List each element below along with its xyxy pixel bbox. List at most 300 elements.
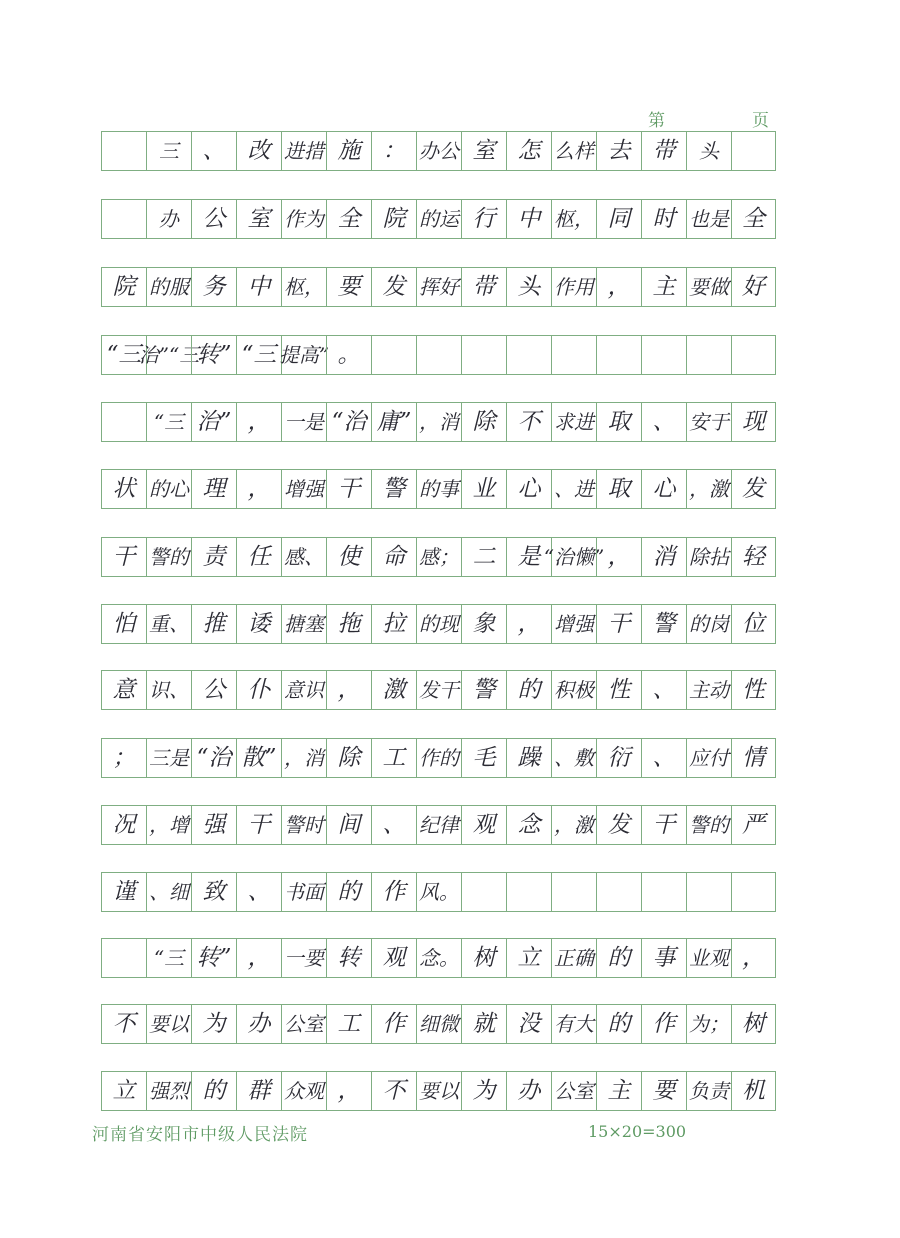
handwritten-char: 用 <box>574 275 594 299</box>
grid-cell <box>461 469 506 509</box>
handwritten-char: 。 <box>439 880 459 904</box>
grid-cell <box>686 537 731 577</box>
handwritten-char: 中 <box>517 205 541 232</box>
handwritten-char: 纪 <box>419 813 439 837</box>
handwritten-char: 正 <box>554 946 574 970</box>
grid-cell <box>326 402 371 442</box>
grid-cell <box>506 469 551 509</box>
handwritten-char: 感 <box>284 545 304 569</box>
grid-cell <box>461 738 506 778</box>
grid-cell <box>138 335 200 375</box>
grid-cell <box>101 805 146 845</box>
handwritten-char: “三 <box>153 410 185 434</box>
handwritten-char: 确 <box>574 946 594 970</box>
handwritten-char: 除 <box>337 744 361 771</box>
handwritten-char: 律 <box>439 813 459 837</box>
handwritten-char: 公 <box>202 676 226 703</box>
grid-cell <box>101 1004 146 1044</box>
handwritten-char: 责 <box>709 1079 729 1103</box>
grid-cell <box>461 938 506 978</box>
handwritten-char: 服 <box>169 275 189 299</box>
grid-cell <box>551 805 596 845</box>
handwritten-char: 转 <box>337 944 361 971</box>
handwritten-char: 中 <box>247 273 271 300</box>
grid-row <box>101 1004 776 1044</box>
handwritten-char: ， <box>574 207 594 231</box>
handwritten-char: 激 <box>382 676 406 703</box>
handwritten-char: 、 <box>554 746 574 770</box>
grid-cell <box>281 131 326 171</box>
grid-cell <box>281 267 326 307</box>
grid-cell <box>371 738 416 778</box>
handwritten-char: 发 <box>419 678 439 702</box>
handwritten-char: 公 <box>554 1079 574 1103</box>
grid-cell <box>506 1071 551 1111</box>
grid-cell <box>326 131 371 171</box>
grid-cell <box>641 872 686 912</box>
handwritten-char: 群 <box>247 1077 271 1104</box>
handwritten-char: 敷 <box>574 746 594 770</box>
grid-cell <box>551 335 596 375</box>
handwritten-char: “三 <box>169 343 200 367</box>
handwritten-char: 拖 <box>337 610 361 637</box>
handwritten-char: 是 <box>304 410 324 434</box>
handwritten-char: ， <box>247 944 271 971</box>
handwritten-char: 公 <box>202 205 226 232</box>
grid-cell <box>416 537 461 577</box>
grid-cell <box>101 1071 146 1111</box>
handwritten-char: ； <box>709 1012 729 1036</box>
handwritten-char: 况 <box>112 811 136 838</box>
grid-cell <box>641 335 686 375</box>
handwritten-char: 强 <box>304 477 324 501</box>
grid-cell <box>731 335 776 375</box>
handwritten-char: 全 <box>742 205 765 232</box>
handwritten-char: 作 <box>419 746 439 770</box>
handwritten-char: 。 <box>337 341 361 368</box>
grid-cell <box>236 805 281 845</box>
handwritten-char: 的 <box>337 878 361 905</box>
handwritten-char: 感 <box>419 545 439 569</box>
handwritten-char: 有 <box>554 1012 574 1036</box>
grid-cell <box>551 938 596 978</box>
handwritten-char: 烈 <box>169 1079 189 1103</box>
handwritten-char: 院 <box>112 273 136 300</box>
handwritten-char: 识 <box>304 678 324 702</box>
handwritten-char: 时 <box>304 813 324 837</box>
handwritten-char: 办 <box>517 1077 541 1104</box>
handwritten-char: 致 <box>202 878 226 905</box>
handwritten-char: 干 <box>112 543 136 570</box>
handwritten-char: 、 <box>169 612 189 636</box>
grid-cell <box>461 131 506 171</box>
grid-cell <box>326 199 371 239</box>
handwritten-char: 挥 <box>419 275 439 299</box>
grid-cell <box>326 805 371 845</box>
handwritten-char: 强 <box>574 612 594 636</box>
handwritten-char: ， <box>149 813 169 837</box>
grid-cell <box>543 537 605 577</box>
grid-cell <box>461 872 506 912</box>
handwritten-char: 办 <box>247 1010 271 1037</box>
grid-cell <box>686 199 731 239</box>
grid-cell <box>326 872 371 912</box>
grid-cell <box>191 537 236 577</box>
grid-cell <box>731 469 776 509</box>
grid-cell <box>416 738 461 778</box>
handwritten-char: 重 <box>149 612 169 636</box>
grid-cell <box>641 131 686 171</box>
grid-cell <box>641 670 686 710</box>
handwritten-char: 现 <box>439 612 459 636</box>
grid-cell <box>731 805 776 845</box>
handwritten-char: 干 <box>439 678 459 702</box>
handwritten-char: 工 <box>337 1010 361 1037</box>
grid-cell <box>596 604 641 644</box>
grid-row <box>101 537 776 577</box>
grid-cell <box>281 199 326 239</box>
grid-cell <box>731 670 776 710</box>
handwritten-char: 要 <box>652 1077 676 1104</box>
handwritten-char: 塞 <box>304 612 324 636</box>
handwritten-char: 主 <box>689 678 709 702</box>
grid-cell <box>416 1071 461 1111</box>
grid-cell <box>461 199 506 239</box>
grid-cell <box>371 1004 416 1044</box>
grid-cell <box>416 199 461 239</box>
handwritten-char: 发 <box>742 475 765 502</box>
handwritten-char: 做 <box>709 275 729 299</box>
handwritten-char: 为 <box>304 207 324 231</box>
handwritten-char: 拈 <box>709 545 729 569</box>
handwritten-char: 样 <box>574 139 594 163</box>
handwritten-char: 以 <box>439 1079 459 1103</box>
handwritten-char: 立 <box>517 944 541 971</box>
grid-cell <box>191 1004 236 1044</box>
handwritten-char: 、 <box>652 408 676 435</box>
grid-cell <box>101 872 146 912</box>
grid-cell <box>146 1004 191 1044</box>
handwritten-char: “治 <box>543 545 574 569</box>
handwritten-char: 书 <box>284 880 304 904</box>
handwritten-char: 的 <box>607 1010 631 1037</box>
handwritten-char: 情 <box>742 744 765 771</box>
handwritten-char: ， <box>247 408 271 435</box>
handwritten-char: 岗 <box>709 612 729 636</box>
handwritten-char: 提 <box>278 343 299 367</box>
handwritten-char: 意 <box>284 678 304 702</box>
handwritten-char: 院 <box>382 205 406 232</box>
handwritten-char: 识 <box>149 678 169 702</box>
grid-cell <box>641 1004 686 1044</box>
grid-cell <box>461 335 506 375</box>
handwritten-char: 、 <box>554 477 574 501</box>
handwritten-char: 二 <box>472 543 496 570</box>
handwritten-char: 枢 <box>284 275 304 299</box>
grid-cell <box>101 469 146 509</box>
handwritten-char: 观 <box>382 944 406 971</box>
handwritten-char: “三 <box>153 946 185 970</box>
grid-cell <box>596 1004 641 1044</box>
grid-cell <box>416 938 461 978</box>
grid-cell <box>191 670 236 710</box>
handwritten-char: 公 <box>284 1012 304 1036</box>
handwritten-char: 行 <box>472 205 496 232</box>
handwritten-char: 庸” <box>376 408 412 435</box>
grid-cell <box>731 604 776 644</box>
grid-cell <box>461 604 506 644</box>
handwritten-char: ， <box>742 944 765 971</box>
handwritten-char: 务 <box>202 273 226 300</box>
page-label-prefix: 第 <box>648 111 665 131</box>
handwritten-char: 办 <box>419 139 439 163</box>
handwritten-char: ， <box>517 610 541 637</box>
handwritten-char: 轻 <box>742 543 765 570</box>
grid-cell <box>371 402 416 442</box>
grid-cell <box>461 267 506 307</box>
handwritten-char: 怕 <box>112 610 136 637</box>
handwritten-char: 发 <box>607 811 631 838</box>
handwritten-char: “治 <box>196 744 232 771</box>
handwritten-char: 进 <box>574 477 594 501</box>
grid-cell <box>461 670 506 710</box>
handwritten-char: 运 <box>439 207 459 231</box>
grid-cell <box>416 335 461 375</box>
handwritten-char: 诿 <box>247 610 271 637</box>
grid-row <box>101 267 776 307</box>
grid-cell <box>641 805 686 845</box>
grid-cell <box>236 1004 281 1044</box>
handwritten-char: 使 <box>337 543 361 570</box>
handwritten-char: 三 <box>149 746 169 770</box>
handwritten-char: 心 <box>517 475 541 502</box>
grid-cell <box>461 402 506 442</box>
handwritten-char: 安 <box>689 410 709 434</box>
grid-cell <box>506 335 551 375</box>
handwritten-char: 性 <box>742 676 765 703</box>
handwritten-char: 要 <box>419 1079 439 1103</box>
handwritten-char: 没 <box>517 1010 541 1037</box>
handwritten-char: 转” <box>196 944 232 971</box>
handwritten-char: 是 <box>169 746 189 770</box>
grid-cell <box>146 604 191 644</box>
handwritten-char: 带 <box>652 137 676 164</box>
grid-cell <box>731 938 776 978</box>
handwritten-char: 强 <box>202 811 226 838</box>
handwritten-char: ； <box>439 545 459 569</box>
grid-cell <box>686 1004 731 1044</box>
grid-cell <box>641 267 686 307</box>
handwritten-char: 三 <box>159 139 179 163</box>
handwritten-char: 要 <box>149 1012 169 1036</box>
grid-cell <box>146 805 191 845</box>
grid-row <box>101 738 776 778</box>
handwritten-char: 作 <box>652 1010 676 1037</box>
grid-cell <box>731 131 776 171</box>
grid-cell <box>686 131 731 171</box>
grid-cell <box>371 199 416 239</box>
grid-cell <box>281 738 326 778</box>
handwritten-char: 干 <box>652 811 676 838</box>
grid-cell <box>326 670 371 710</box>
grid-cell <box>551 872 596 912</box>
grid-cell <box>641 199 686 239</box>
handwritten-char: 象 <box>472 610 496 637</box>
handwritten-char: 念 <box>419 946 439 970</box>
handwritten-char: 树 <box>742 1010 765 1037</box>
grid-cell <box>506 131 551 171</box>
grid-cell <box>596 267 641 307</box>
handwritten-char: 业 <box>689 946 709 970</box>
handwritten-char: 心 <box>169 477 189 501</box>
handwritten-char: 立 <box>112 1077 136 1104</box>
grid-cell <box>191 872 236 912</box>
handwritten-char: 的 <box>517 676 541 703</box>
grid-cell <box>326 1071 371 1111</box>
handwritten-char: 头 <box>517 273 541 300</box>
handwritten-char: 机 <box>742 1077 765 1104</box>
handwritten-char: 为 <box>689 1012 709 1036</box>
handwritten-char: 推 <box>202 610 226 637</box>
grid-row <box>101 938 776 978</box>
grid-cell <box>596 738 641 778</box>
handwritten-char: 、 <box>169 678 189 702</box>
handwritten-char: 、 <box>304 545 324 569</box>
handwritten-char: 的 <box>709 813 729 837</box>
handwritten-char: 微 <box>439 1012 459 1036</box>
grid-cell <box>686 738 731 778</box>
grid-cell <box>641 938 686 978</box>
handwritten-char: 众 <box>284 1079 304 1103</box>
grid-cell <box>281 469 326 509</box>
handwritten-char: 面 <box>304 880 324 904</box>
grid-cell <box>146 1071 191 1111</box>
grid-cell <box>326 335 371 375</box>
grid-cell <box>596 537 641 577</box>
handwritten-char: 观 <box>472 811 496 838</box>
grid-cell <box>551 1071 596 1111</box>
grid-cell <box>281 402 326 442</box>
grid-cell <box>281 872 326 912</box>
handwritten-char: 警 <box>472 676 496 703</box>
handwritten-char: 念 <box>517 811 541 838</box>
handwritten-char: 业 <box>472 475 496 502</box>
handwritten-char: ： <box>382 137 406 164</box>
grid-cell <box>191 469 236 509</box>
grid-cell <box>101 670 146 710</box>
handwritten-char: 怎 <box>517 137 541 164</box>
grid-cell <box>686 604 731 644</box>
handwritten-char: 施 <box>337 137 361 164</box>
grid-cell <box>686 1071 731 1111</box>
grid-cell <box>686 335 731 375</box>
grid-cell <box>596 335 641 375</box>
handwritten-char: 观 <box>709 946 729 970</box>
handwritten-char: 增 <box>169 813 189 837</box>
handwritten-char: 的 <box>202 1077 226 1104</box>
grid-cell <box>146 738 191 778</box>
handwritten-char: 搪 <box>284 612 304 636</box>
page-label-suffix: 页 <box>752 111 769 131</box>
grid-cell <box>416 402 461 442</box>
grid-cell <box>641 402 686 442</box>
grid-cell <box>731 402 776 442</box>
handwritten-char: 增 <box>284 477 304 501</box>
handwritten-char: 毛 <box>472 744 496 771</box>
grid-cell <box>371 1071 416 1111</box>
grid-cell <box>236 738 281 778</box>
handwritten-char: 意 <box>112 676 136 703</box>
handwritten-char: 的 <box>149 275 169 299</box>
handwritten-char: 是 <box>517 543 541 570</box>
grid-row <box>101 1071 776 1111</box>
handwritten-char: 强 <box>149 1079 169 1103</box>
footer-organization: 河南省安阳市中级人民法院 <box>92 1125 308 1145</box>
handwritten-char: 作 <box>284 207 304 231</box>
handwritten-char: 头 <box>699 139 719 163</box>
handwritten-char: 除 <box>689 545 709 569</box>
grid-cell <box>551 469 596 509</box>
grid-cell <box>236 604 281 644</box>
grid-cell <box>281 1071 326 1111</box>
grid-cell <box>236 938 281 978</box>
grid-cell <box>326 469 371 509</box>
handwritten-char: 、 <box>149 880 169 904</box>
handwritten-char: 事 <box>652 944 676 971</box>
grid-cell <box>686 402 731 442</box>
handwritten-char: 室 <box>472 137 496 164</box>
handwritten-char: 干 <box>247 811 271 838</box>
handwritten-char: 取 <box>607 475 631 502</box>
handwritten-char: 治” <box>138 343 169 367</box>
handwritten-char: 的 <box>607 944 631 971</box>
handwritten-char: 细 <box>419 1012 439 1036</box>
grid-cell <box>731 537 776 577</box>
grid-cell <box>371 537 416 577</box>
footer-grid-spec: 15×20=300 <box>588 1122 687 1141</box>
grid-cell <box>191 131 236 171</box>
grid-cell <box>686 872 731 912</box>
handwritten-char: 任 <box>247 543 271 570</box>
handwritten-char: 消 <box>304 746 324 770</box>
handwritten-char: 细 <box>169 880 189 904</box>
grid-cell <box>326 537 371 577</box>
handwritten-char: 躁 <box>517 744 541 771</box>
handwritten-char: 。 <box>439 946 459 970</box>
handwritten-char: 枢 <box>554 207 574 231</box>
handwritten-char: 为 <box>472 1077 496 1104</box>
handwritten-char: 消 <box>439 410 459 434</box>
grid-cell <box>551 738 596 778</box>
grid-cell <box>191 199 236 239</box>
handwritten-char: 警 <box>284 813 304 837</box>
grid-cell <box>416 1004 461 1044</box>
grid-cell <box>101 738 146 778</box>
handwritten-char: 除 <box>472 408 496 435</box>
handwritten-char: 是 <box>709 207 729 231</box>
handwritten-char: 以 <box>169 1012 189 1036</box>
grid-row <box>101 469 776 509</box>
grid-cell <box>101 402 146 442</box>
handwritten-char: 带 <box>472 273 496 300</box>
grid-row <box>101 402 776 442</box>
handwritten-char: 作 <box>554 275 574 299</box>
handwritten-char: 改 <box>247 137 271 164</box>
grid-row <box>101 604 776 644</box>
grid-cell <box>101 604 146 644</box>
handwritten-char: ， <box>304 275 324 299</box>
handwritten-char: 主 <box>652 273 676 300</box>
